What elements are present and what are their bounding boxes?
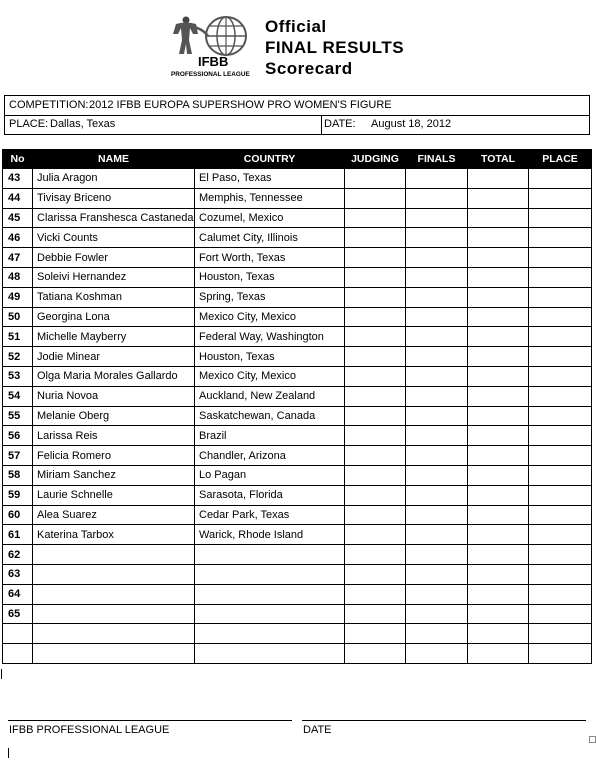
cell-name: Nuria Novoa (33, 386, 195, 406)
cell-place (529, 564, 592, 584)
cell-no: 47 (3, 248, 33, 268)
cell-finals (406, 485, 468, 505)
cell-finals (406, 624, 468, 644)
cell-total (468, 505, 529, 525)
cell-total (468, 624, 529, 644)
cell-judging (345, 267, 406, 287)
cell-name: Georgina Lona (33, 307, 195, 327)
cell-no: 53 (3, 366, 33, 386)
cell-no: 60 (3, 505, 33, 525)
cell-no: 56 (3, 426, 33, 446)
table-row (3, 564, 592, 584)
table-row (3, 366, 592, 386)
info-divider (321, 115, 322, 134)
col-header-no: No (3, 150, 33, 169)
cell-total (468, 426, 529, 446)
cell-total (468, 208, 529, 228)
cell-name: Katerina Tarbox (33, 525, 195, 545)
table-row (3, 307, 592, 327)
cell-country (195, 564, 345, 584)
title-line: Scorecard (265, 59, 353, 78)
cell-name: Alea Suarez (33, 505, 195, 525)
cell-no (3, 624, 33, 644)
cell-total (468, 446, 529, 466)
cell-country: Memphis, Tennessee (195, 188, 345, 208)
cell-total (468, 366, 529, 386)
ifbb-logo-icon (168, 14, 260, 78)
cell-name: Tivisay Briceno (33, 188, 195, 208)
cell-total (468, 188, 529, 208)
cell-country: Lo Pagan (195, 465, 345, 485)
cell-country: Cozumel, Mexico (195, 208, 345, 228)
table-row (3, 465, 592, 485)
cell-country: Houston, Texas (195, 347, 345, 367)
cell-judging (345, 564, 406, 584)
cell-country: Auckland, New Zealand (195, 386, 345, 406)
cell-place (529, 287, 592, 307)
title-line: FINAL RESULTS (265, 38, 405, 57)
title-line: Official (265, 17, 327, 36)
cell-finals (406, 465, 468, 485)
cell-name: Olga Maria Morales Gallardo (33, 366, 195, 386)
cell-total (468, 248, 529, 268)
cell-place (529, 228, 592, 248)
cell-total (468, 604, 529, 624)
cell-total (468, 584, 529, 604)
cell-finals (406, 446, 468, 466)
cell-place (529, 327, 592, 347)
place-label: PLACE: (9, 118, 49, 130)
cell-no: 48 (3, 267, 33, 287)
cell-finals (406, 426, 468, 446)
table-row (3, 327, 592, 347)
cell-country: Chandler, Arizona (195, 446, 345, 466)
cell-no: 61 (3, 525, 33, 545)
cell-name: Felicia Romero (33, 446, 195, 466)
cell-finals (406, 347, 468, 367)
cell-total (468, 465, 529, 485)
table-row (3, 446, 592, 466)
cell-total (468, 307, 529, 327)
table-row (3, 287, 592, 307)
cell-total (468, 485, 529, 505)
cell-no: 58 (3, 465, 33, 485)
cell-finals (406, 327, 468, 347)
cell-finals (406, 169, 468, 189)
cell-no: 43 (3, 169, 33, 189)
cell-no: 62 (3, 545, 33, 565)
margin-mark (8, 748, 9, 758)
cell-country: Brazil (195, 426, 345, 446)
cell-no: 44 (3, 188, 33, 208)
cell-country: Federal Way, Washington (195, 327, 345, 347)
cell-name: Laurie Schnelle (33, 485, 195, 505)
cell-total (468, 267, 529, 287)
table-row (3, 644, 592, 664)
cell-place (529, 485, 592, 505)
cell-place (529, 426, 592, 446)
table-row (3, 347, 592, 367)
table-row (3, 426, 592, 446)
cell-finals (406, 188, 468, 208)
cell-no: 55 (3, 406, 33, 426)
cell-name (33, 624, 195, 644)
cell-total (468, 545, 529, 565)
cell-judging (345, 465, 406, 485)
table-row (3, 267, 592, 287)
cell-name (33, 584, 195, 604)
cell-no: 46 (3, 228, 33, 248)
cell-name: Larissa Reis (33, 426, 195, 446)
cell-country: Fort Worth, Texas (195, 248, 345, 268)
cell-name: Vicki Counts (33, 228, 195, 248)
cell-no: 51 (3, 327, 33, 347)
table-row (3, 505, 592, 525)
cell-finals (406, 386, 468, 406)
cell-place (529, 307, 592, 327)
table-row (3, 624, 592, 644)
cell-place (529, 188, 592, 208)
cell-no: 65 (3, 604, 33, 624)
cell-country: Saskatchewan, Canada (195, 406, 345, 426)
table-row (3, 248, 592, 268)
table-row (3, 169, 592, 189)
cell-country: Spring, Texas (195, 287, 345, 307)
cell-judging (345, 366, 406, 386)
cell-name: Tatiana Koshman (33, 287, 195, 307)
cell-name (33, 545, 195, 565)
cell-name: Jodie Minear (33, 347, 195, 367)
header (0, 0, 596, 90)
cell-place (529, 248, 592, 268)
cell-name: Debbie Fowler (33, 248, 195, 268)
cell-judging (345, 525, 406, 545)
cell-judging (345, 188, 406, 208)
cell-place (529, 366, 592, 386)
cell-judging (345, 386, 406, 406)
date-signature-line (302, 720, 586, 721)
table-row (3, 386, 592, 406)
cell-judging (345, 169, 406, 189)
cell-judging (345, 604, 406, 624)
cell-country (195, 644, 345, 664)
cell-finals (406, 287, 468, 307)
cell-country (195, 624, 345, 644)
table-row (3, 228, 592, 248)
cell-place (529, 347, 592, 367)
cell-country: Mexico City, Mexico (195, 366, 345, 386)
cell-country: Calumet City, Illinois (195, 228, 345, 248)
results-table (2, 149, 592, 664)
cell-judging (345, 426, 406, 446)
col-header-total: TOTAL (468, 150, 529, 169)
margin-mark (1, 669, 2, 679)
cell-total (468, 228, 529, 248)
competition-label: COMPETITION: (9, 99, 89, 111)
logo-text: IFBB (198, 54, 229, 69)
cell-place (529, 267, 592, 287)
cell-finals (406, 564, 468, 584)
cell-country: Warick, Rhode Island (195, 525, 345, 545)
cell-no: 50 (3, 307, 33, 327)
results-body (3, 169, 592, 664)
cell-judging (345, 327, 406, 347)
table-row (3, 584, 592, 604)
cell-place (529, 406, 592, 426)
cell-judging (345, 584, 406, 604)
cell-place (529, 386, 592, 406)
cell-judging (345, 624, 406, 644)
cell-judging (345, 406, 406, 426)
cell-finals (406, 366, 468, 386)
cell-finals (406, 604, 468, 624)
cell-place (529, 169, 592, 189)
cell-finals (406, 505, 468, 525)
cell-place (529, 446, 592, 466)
cell-total (468, 327, 529, 347)
cell-name: Melanie Oberg (33, 406, 195, 426)
cell-place (529, 624, 592, 644)
competition-info-box (4, 95, 590, 135)
cell-name (33, 564, 195, 584)
table-row (3, 188, 592, 208)
cell-name (33, 644, 195, 664)
cell-judging (345, 545, 406, 565)
table-row (3, 485, 592, 505)
cell-judging (345, 485, 406, 505)
cell-finals (406, 307, 468, 327)
place-date-row (5, 115, 589, 134)
cell-no: 52 (3, 347, 33, 367)
cell-finals (406, 525, 468, 545)
col-header-place: PLACE (529, 150, 592, 169)
cell-judging (345, 505, 406, 525)
cell-name: Michelle Mayberry (33, 327, 195, 347)
cell-name: Julia Aragon (33, 169, 195, 189)
date-signature-label: DATE (303, 724, 332, 736)
cell-country: El Paso, Texas (195, 169, 345, 189)
cell-total (468, 347, 529, 367)
cell-country: Sarasota, Florida (195, 485, 345, 505)
cell-finals (406, 248, 468, 268)
col-header-judging: JUDGING (345, 150, 406, 169)
cell-total (468, 406, 529, 426)
cell-place (529, 525, 592, 545)
cell-no: 57 (3, 446, 33, 466)
col-header-country: COUNTRY (195, 150, 345, 169)
cell-place (529, 505, 592, 525)
scorecard-title (265, 16, 404, 79)
cell-no: 64 (3, 584, 33, 604)
cell-judging (345, 644, 406, 664)
cell-total (468, 169, 529, 189)
cell-finals (406, 208, 468, 228)
cell-judging (345, 287, 406, 307)
cell-country (195, 604, 345, 624)
cell-name: Soleivi Hernandez (33, 267, 195, 287)
date-label: DATE: (324, 118, 356, 130)
cell-name: Clarissa Franshesca Castaneda (33, 208, 195, 228)
cell-no: 49 (3, 287, 33, 307)
table-header-row (3, 150, 592, 169)
date-value: August 18, 2012 (371, 118, 452, 130)
cell-total (468, 525, 529, 545)
cell-no: 63 (3, 564, 33, 584)
cell-finals (406, 545, 468, 565)
league-signature-line (8, 720, 292, 721)
cell-finals (406, 267, 468, 287)
cell-total (468, 644, 529, 664)
cell-name (33, 604, 195, 624)
cell-judging (345, 446, 406, 466)
col-header-finals: FINALS (406, 150, 468, 169)
cell-no: 59 (3, 485, 33, 505)
place-value: Dallas, Texas (50, 118, 116, 130)
table-row (3, 208, 592, 228)
table-row (3, 545, 592, 565)
table-row (3, 406, 592, 426)
corner-handle-icon (589, 736, 596, 743)
cell-finals (406, 584, 468, 604)
cell-place (529, 465, 592, 485)
cell-no: 45 (3, 208, 33, 228)
cell-country: Houston, Texas (195, 267, 345, 287)
cell-no: 54 (3, 386, 33, 406)
cell-country: Mexico City, Mexico (195, 307, 345, 327)
cell-judging (345, 228, 406, 248)
cell-total (468, 287, 529, 307)
cell-country (195, 584, 345, 604)
cell-country: Cedar Park, Texas (195, 505, 345, 525)
cell-place (529, 644, 592, 664)
cell-judging (345, 208, 406, 228)
cell-judging (345, 307, 406, 327)
competition-value: 2012 IFBB EUROPA SUPERSHOW PRO WOMEN'S FIGURE (89, 99, 392, 111)
cell-no (3, 644, 33, 664)
table-row (3, 604, 592, 624)
cell-finals (406, 228, 468, 248)
table-row (3, 525, 592, 545)
league-signature-label: IFBB PROFESSIONAL LEAGUE (9, 724, 170, 736)
cell-judging (345, 347, 406, 367)
cell-total (468, 386, 529, 406)
cell-place (529, 545, 592, 565)
col-header-name: NAME (33, 150, 195, 169)
cell-finals (406, 406, 468, 426)
cell-place (529, 208, 592, 228)
cell-name: Miriam Sanchez (33, 465, 195, 485)
cell-place (529, 584, 592, 604)
cell-country (195, 545, 345, 565)
cell-place (529, 604, 592, 624)
logo-subtext: PROFESSIONAL LEAGUE (171, 71, 250, 78)
competition-row (5, 96, 589, 116)
cell-judging (345, 248, 406, 268)
cell-total (468, 564, 529, 584)
cell-finals (406, 644, 468, 664)
